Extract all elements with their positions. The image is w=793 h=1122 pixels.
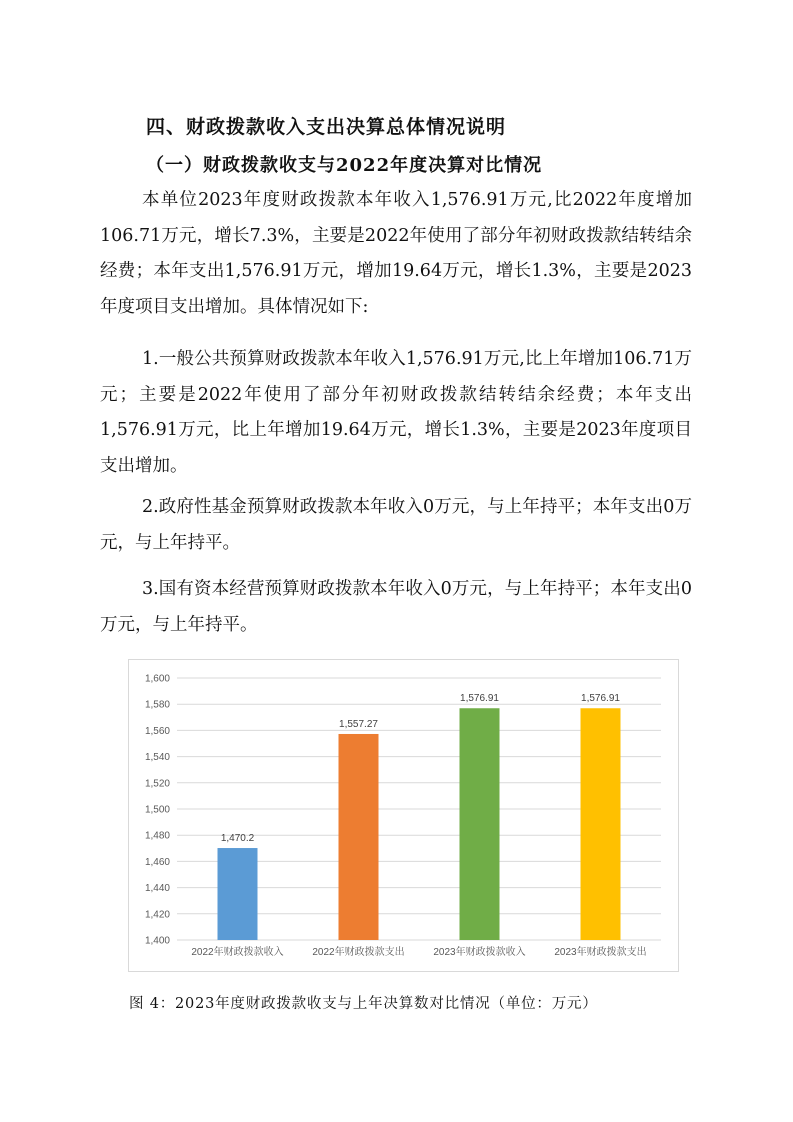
bar-chart xyxy=(128,659,679,972)
data-label: 1,576.91 xyxy=(581,693,620,705)
y-tick-label: 1,520 xyxy=(144,778,170,790)
bar-chart-svg xyxy=(129,660,678,971)
y-tick-label: 1,560 xyxy=(144,725,170,737)
y-tick-label: 1,460 xyxy=(144,856,170,868)
x-tick-label: 2022年财政拨款收入 xyxy=(191,947,284,958)
y-tick-label: 1,580 xyxy=(144,699,170,711)
y-tick-label: 1,540 xyxy=(144,752,170,764)
paragraph-general-budget: 1.一般公共预算财政拨款本年收入1,576.91万元,比上年增加106.71万元；主要是2022年使用了部分年初财政拨款结转结余经费；本年支出1,576.91万元，比上年增加19.64万元，增长1.3%，主要是2023年度项目支出增加。 xyxy=(100,349,692,476)
section-subheading: （一）财政拨款收支与2022年度决算对比情况 xyxy=(146,155,543,176)
paragraph-summary: 本单位2023年度财政拨款本年收入1,576.91万元,比2022年度增加106.71万元，增长7.3%，主要是2022年使用了部分年初财政拨款结转结余经费；本年支出1,576.91万元，增加19.64万元，增长1.3%，主要是2023年度项目支出增加。具体情况如下: xyxy=(100,190,692,317)
bar xyxy=(218,848,258,940)
paragraph-state-capital: 3.国有资本经营预算财政拨款本年收入0万元，与上年持平；本年支出0万元，与上年持平。 xyxy=(100,579,692,635)
section-heading: 四、财政拨款收入支出决算总体情况说明 xyxy=(146,116,507,138)
y-tick-label: 1,600 xyxy=(144,673,170,685)
x-tick-label: 2023年财政拨款收入 xyxy=(433,947,526,958)
y-tick-label: 1,500 xyxy=(144,804,170,816)
data-label: 1,557.27 xyxy=(339,718,378,730)
x-tick-label: 2022年财政拨款支出 xyxy=(312,947,405,958)
figure-caption: 图 4：2023年度财政拨款收支与上年决算数对比情况（单位：万元） xyxy=(129,996,598,1012)
data-label: 1,470.2 xyxy=(220,833,255,845)
data-label: 1,576.91 xyxy=(460,693,499,705)
x-tick-label: 2023年财政拨款支出 xyxy=(554,947,647,958)
y-tick-label: 1,420 xyxy=(144,909,170,921)
y-tick-label: 1,400 xyxy=(144,935,170,947)
bar xyxy=(339,734,379,940)
y-tick-label: 1,440 xyxy=(144,883,170,895)
paragraph-government-fund: 2.政府性基金预算财政拨款本年收入0万元，与上年持平；本年支出0万元，与上年持平。 xyxy=(100,497,692,553)
bar xyxy=(460,708,500,940)
bar xyxy=(581,708,621,940)
y-tick-label: 1,480 xyxy=(144,830,170,842)
